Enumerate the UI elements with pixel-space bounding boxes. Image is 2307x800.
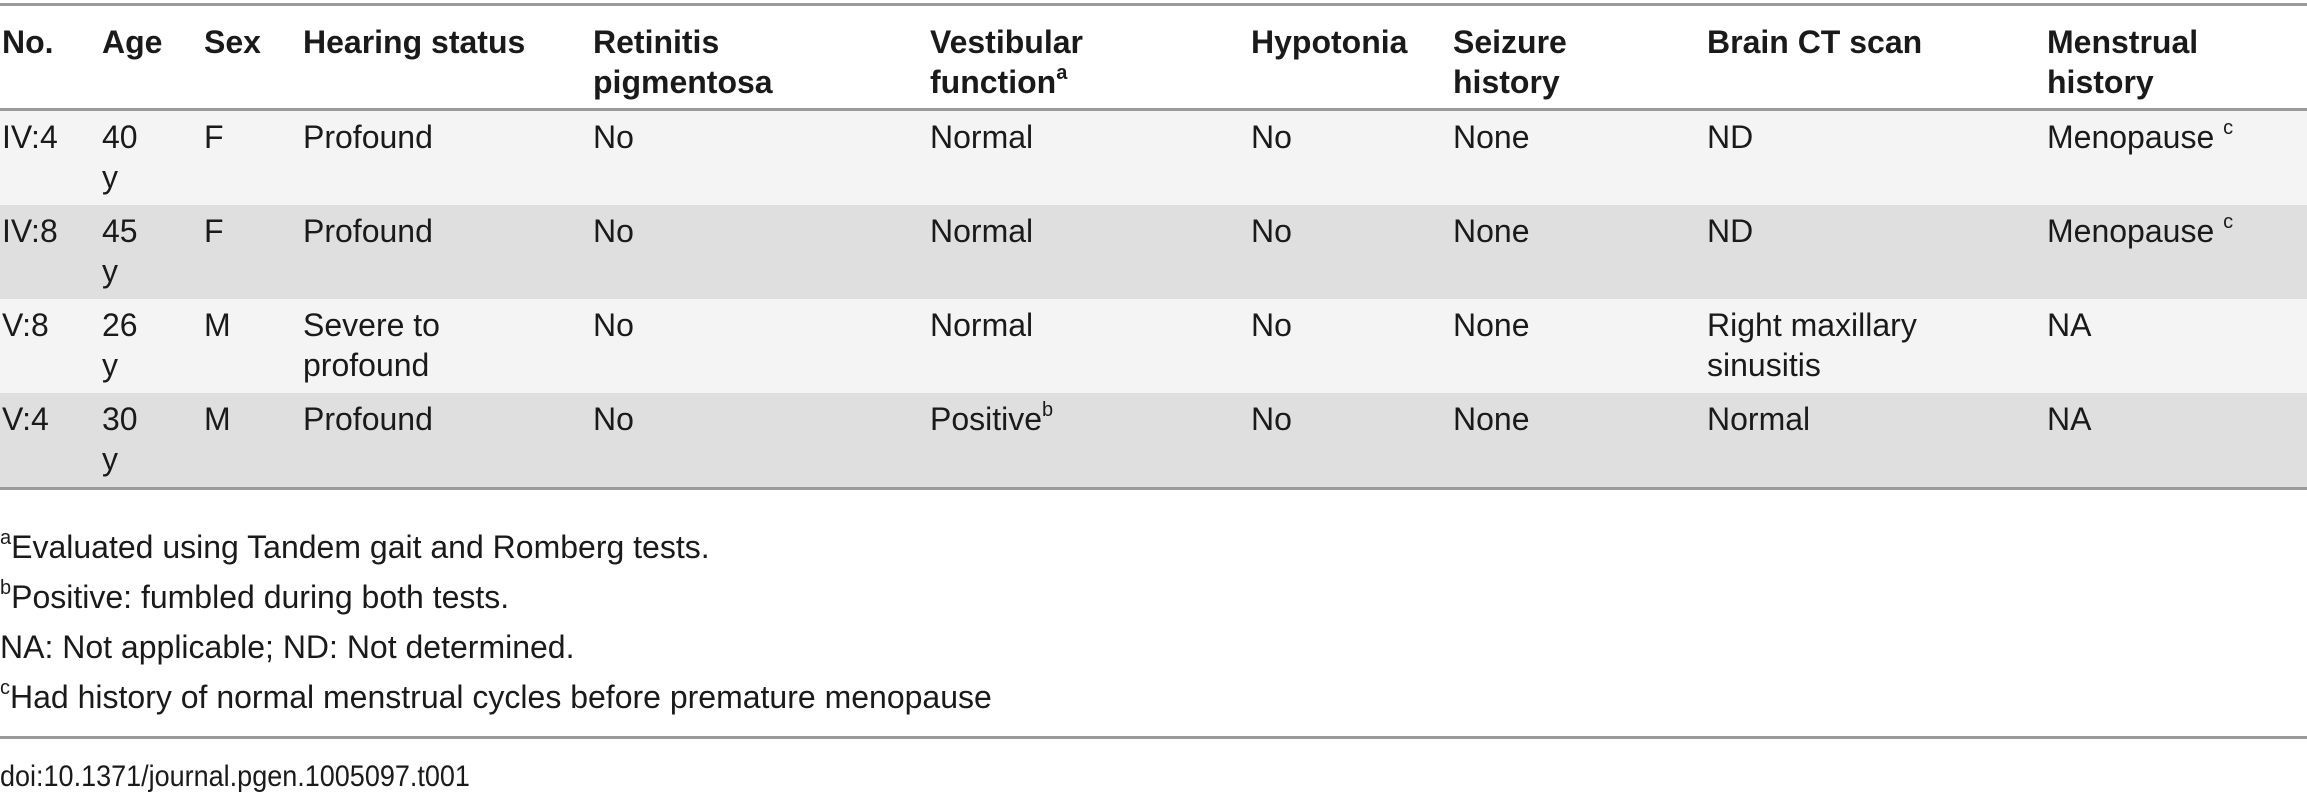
cell-menstrual-history: NA xyxy=(2047,401,2092,437)
cell-menstrual-history: Menopause $^c$ xyxy=(2047,117,2234,155)
cell-retinitis-pigmentosa: No xyxy=(593,119,634,155)
cell-brain-ct-scan: ND xyxy=(1707,213,1754,249)
table-row xyxy=(0,110,2307,206)
footnote-marker: c xyxy=(0,677,10,699)
cell-seizure-history: None xyxy=(1453,401,1530,437)
cell-hearing-status: Profound xyxy=(303,401,433,437)
table-row xyxy=(0,299,2307,393)
header-menstrual-history: Menstrual history xyxy=(2047,24,2199,100)
clinical-features-table xyxy=(0,3,2307,490)
cell-vestibular-function: Positive$^b$ xyxy=(930,399,1054,437)
footnote-marker: a xyxy=(1056,62,1068,84)
cell-vestibular-function: Normal xyxy=(930,213,1034,249)
cell-hearing-status: Profound xyxy=(303,213,433,249)
header-sex: Sex xyxy=(204,24,261,60)
cell-seizure-history: None xyxy=(1453,119,1530,155)
cell-brain-ct-scan: Normal xyxy=(1707,401,1811,437)
footnote-marker: a xyxy=(0,527,12,549)
table-row xyxy=(0,393,2307,489)
footnote xyxy=(0,622,992,672)
cell-vestibular-function: Normal xyxy=(930,307,1034,343)
bottom-rule xyxy=(0,736,2307,739)
cell-sex: M xyxy=(204,307,231,343)
header-seizure-history: Seizure history xyxy=(1453,24,1567,100)
cell-menstrual-history: NA xyxy=(2047,307,2092,343)
cell-retinitis-pigmentosa: No xyxy=(593,401,634,437)
cell-sex: F xyxy=(204,119,224,155)
cell-seizure-history: None xyxy=(1453,213,1530,249)
cell-age: 30 y xyxy=(102,401,138,477)
cell-hypotonia: No xyxy=(1251,213,1292,249)
footnote-text: Evaluated using Tandem gait and Romberg tests. xyxy=(11,529,710,565)
header-no: No. xyxy=(2,24,54,60)
cell-brain-ct-scan: Right maxillary sinusitis xyxy=(1707,307,1917,383)
cell-retinitis-pigmentosa: No xyxy=(593,307,634,343)
table-body xyxy=(0,110,2307,489)
cell-hearing-status: Severe to profound xyxy=(303,307,440,383)
cell-no: V:8 xyxy=(2,307,49,343)
cell-no: V:4 xyxy=(2,401,49,437)
footnote xyxy=(0,672,992,722)
cell-hearing-status: Profound xyxy=(303,119,433,155)
footnote xyxy=(0,522,992,572)
cell-age: 26 y xyxy=(102,307,138,383)
cell-brain-ct-scan: ND xyxy=(1707,119,1754,155)
cell-hypotonia: No xyxy=(1251,119,1292,155)
cell-retinitis-pigmentosa: No xyxy=(593,213,634,249)
footnote-marker: b xyxy=(0,577,12,599)
header-hearing-status: Hearing status xyxy=(303,24,526,60)
footnote-text: NA: Not applicable; ND: Not determined. xyxy=(0,629,575,665)
cell-menstrual-history: Menopause $^c$ xyxy=(2047,211,2234,249)
cell-vestibular-function: Normal xyxy=(930,119,1034,155)
cell-hypotonia: No xyxy=(1251,401,1292,437)
cell-hypotonia: No xyxy=(1251,307,1292,343)
cell-sex: F xyxy=(204,213,224,249)
footnote-text: Had history of normal menstrual cycles before premature menopause xyxy=(10,679,992,715)
header-row xyxy=(0,5,2307,110)
table-header xyxy=(0,5,2307,110)
header-retinitis-pigmentosa: Retinitis pigmentosa xyxy=(593,24,773,100)
table-footnotes xyxy=(0,522,992,722)
cell-no: IV:8 xyxy=(2,213,58,249)
cell-sex: M xyxy=(204,401,231,437)
footnote-text: Positive: fumbled during both tests. xyxy=(11,579,510,615)
header-age: Age xyxy=(102,24,163,60)
doi-text: doi:10.1371/journal.pgen.1005097.t001 xyxy=(0,760,470,793)
header-brain-ct-scan: Brain CT scan xyxy=(1707,24,1923,60)
cell-age: 45 y xyxy=(102,213,138,289)
cell-no: IV:4 xyxy=(2,119,58,155)
header-hypotonia: Hypotonia xyxy=(1251,24,1408,60)
cell-age: 40 y xyxy=(102,119,138,195)
cell-seizure-history: None xyxy=(1453,307,1530,343)
footnote xyxy=(0,572,992,622)
header-vestibular-function: Vestibular function$^a$ xyxy=(930,24,1083,100)
table-row xyxy=(0,205,2307,299)
